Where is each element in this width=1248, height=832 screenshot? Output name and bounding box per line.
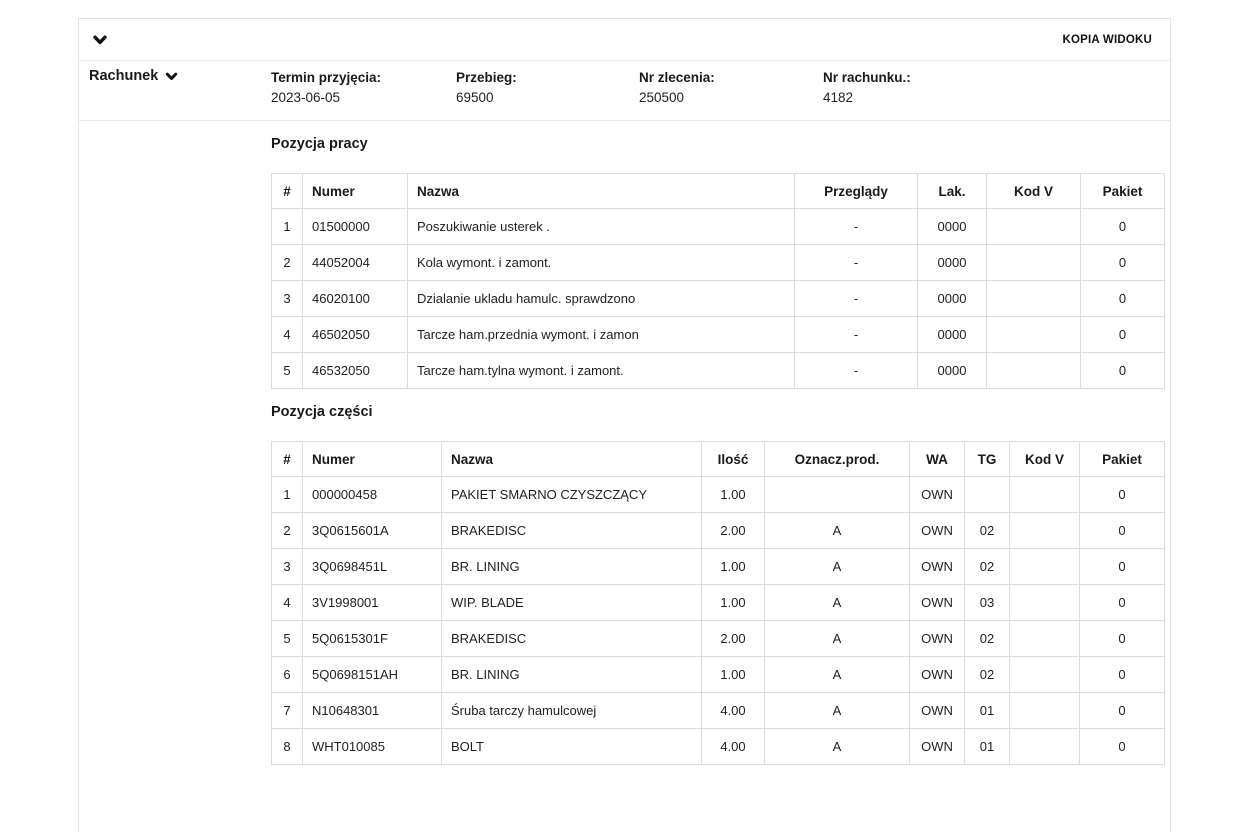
parts-items-table — [271, 441, 1165, 765]
table-header-row — [272, 442, 1165, 477]
cell: OWN — [910, 585, 965, 621]
cell: - — [795, 353, 918, 389]
column-header: Lak. — [918, 174, 987, 209]
cell: Dzialanie ukladu hamulc. sprawdzono — [408, 281, 795, 317]
field-value: 2023-06-05 — [271, 89, 341, 105]
table-header-row — [272, 174, 1165, 209]
cell — [1010, 513, 1080, 549]
cell: 3 — [272, 549, 303, 585]
cell: 46532050 — [303, 353, 408, 389]
cell: Śruba tarczy hamulcowej — [442, 693, 702, 729]
cell: OWN — [910, 693, 965, 729]
table-row — [272, 585, 1165, 621]
column-header: Nazwa — [442, 442, 702, 477]
cell: - — [795, 317, 918, 353]
cell: 0 — [1081, 209, 1165, 245]
cell: 02 — [965, 513, 1010, 549]
table-row — [272, 209, 1165, 245]
table-row — [272, 353, 1165, 389]
cell: Tarcze ham.przednia wymont. i zamon — [408, 317, 795, 353]
cell: 5 — [272, 621, 303, 657]
cell: 44052004 — [303, 245, 408, 281]
cell: Kola wymont. i zamont. — [408, 245, 795, 281]
cell: 0000 — [918, 281, 987, 317]
cell: OWN — [910, 549, 965, 585]
cell: 03 — [965, 585, 1010, 621]
field-label: Nr zlecenia: — [639, 70, 715, 85]
cell: 46502050 — [303, 317, 408, 353]
invoice-header — [79, 61, 1170, 121]
cell: 3V1998001 — [303, 585, 442, 621]
cell: 46020100 — [303, 281, 408, 317]
table-row — [272, 657, 1165, 693]
cell — [765, 477, 910, 513]
chevron-down-icon — [164, 69, 179, 84]
field-value: 250500 — [639, 89, 685, 105]
cell: 01 — [965, 729, 1010, 765]
cell: 2 — [272, 513, 303, 549]
cell: 6 — [272, 657, 303, 693]
rachunek-label: Rachunek — [89, 68, 159, 84]
collapse-button[interactable] — [91, 31, 109, 49]
cell — [987, 245, 1081, 281]
cell: 7 — [272, 693, 303, 729]
cell: A — [765, 513, 910, 549]
main-content — [271, 136, 1164, 765]
cell: 5Q0615301F — [303, 621, 442, 657]
cell: A — [765, 729, 910, 765]
column-header: Numer — [303, 442, 442, 477]
table-row — [272, 621, 1165, 657]
cell: BR. LINING — [442, 657, 702, 693]
table-row — [272, 729, 1165, 765]
cell: 0000 — [918, 209, 987, 245]
column-header: WA — [910, 442, 965, 477]
cell: 1 — [272, 477, 303, 513]
chevron-down-icon — [91, 31, 109, 49]
cell: 1.00 — [702, 477, 765, 513]
cell: 0000 — [918, 353, 987, 389]
cell: - — [795, 281, 918, 317]
column-header: Ilość — [702, 442, 765, 477]
cell: 0 — [1080, 477, 1165, 513]
cell — [987, 317, 1081, 353]
cell: - — [795, 245, 918, 281]
cell: BOLT — [442, 729, 702, 765]
work-items-table — [271, 173, 1165, 389]
parts-section-title: Pozycja części — [271, 404, 373, 420]
cell: 4 — [272, 585, 303, 621]
column-header: Pakiet — [1081, 174, 1165, 209]
cell: 4.00 — [702, 729, 765, 765]
cell: 0 — [1080, 621, 1165, 657]
cell: 0 — [1080, 729, 1165, 765]
table-row — [272, 477, 1165, 513]
cell: 0 — [1081, 245, 1165, 281]
cell: N10648301 — [303, 693, 442, 729]
work-section-title: Pozycja pracy — [271, 136, 368, 152]
rachunek-section-toggle[interactable] — [89, 68, 179, 84]
cell: 3 — [272, 281, 303, 317]
column-header: Kod V — [987, 174, 1081, 209]
cell: 0000 — [918, 245, 987, 281]
cell — [1010, 657, 1080, 693]
field-value: 4182 — [823, 89, 854, 105]
cell: 0 — [1080, 693, 1165, 729]
field-label: Nr rachunku.: — [823, 70, 911, 85]
cell — [987, 209, 1081, 245]
cell: 2.00 — [702, 621, 765, 657]
field-label: Termin przyjęcia: — [271, 70, 382, 85]
column-header: TG — [965, 442, 1010, 477]
column-header: Nazwa — [408, 174, 795, 209]
cell: 3Q0698451L — [303, 549, 442, 585]
table-row — [272, 549, 1165, 585]
cell: 1.00 — [702, 657, 765, 693]
cell: 02 — [965, 621, 1010, 657]
cell: 0 — [1080, 513, 1165, 549]
cell — [1010, 621, 1080, 657]
field-termin-przyjecia — [271, 68, 381, 108]
cell: OWN — [910, 621, 965, 657]
column-header: # — [272, 442, 303, 477]
cell: 8 — [272, 729, 303, 765]
cell: 0 — [1081, 353, 1165, 389]
table-row — [272, 513, 1165, 549]
cell: WIP. BLADE — [442, 585, 702, 621]
cell: 0 — [1081, 317, 1165, 353]
field-przebieg — [456, 68, 517, 108]
cell: 5Q0698151AH — [303, 657, 442, 693]
cell: 4 — [272, 317, 303, 353]
cell: 000000458 — [303, 477, 442, 513]
top-toolbar — [79, 19, 1170, 61]
cell: 1.00 — [702, 585, 765, 621]
cell: OWN — [910, 729, 965, 765]
column-header: Pakiet — [1080, 442, 1165, 477]
cell: A — [765, 585, 910, 621]
table-row — [272, 245, 1165, 281]
cell: OWN — [910, 477, 965, 513]
table-row — [272, 281, 1165, 317]
cell: 1 — [272, 209, 303, 245]
cell — [1010, 549, 1080, 585]
cell: BRAKEDISC — [442, 621, 702, 657]
field-label: Przebieg: — [456, 70, 517, 85]
cell: 02 — [965, 549, 1010, 585]
cell: WHT010085 — [303, 729, 442, 765]
table-row — [272, 317, 1165, 353]
cell: 4.00 — [702, 693, 765, 729]
column-header: Przeglądy — [795, 174, 918, 209]
cell: A — [765, 621, 910, 657]
cell — [1010, 693, 1080, 729]
cell: 3Q0615601A — [303, 513, 442, 549]
cell — [1010, 729, 1080, 765]
field-nr-zlecenia — [639, 68, 715, 108]
cell: A — [765, 549, 910, 585]
cell: 0 — [1080, 657, 1165, 693]
column-header: # — [272, 174, 303, 209]
cell: Tarcze ham.tylna wymont. i zamont. — [408, 353, 795, 389]
cell — [965, 477, 1010, 513]
table-row — [272, 693, 1165, 729]
cell: Poszukiwanie usterek . — [408, 209, 795, 245]
cell: 01500000 — [303, 209, 408, 245]
cell: - — [795, 209, 918, 245]
column-header: Numer — [303, 174, 408, 209]
cell: 1.00 — [702, 549, 765, 585]
cell: 0 — [1080, 549, 1165, 585]
field-nr-rachunku — [823, 68, 911, 108]
cell — [1010, 585, 1080, 621]
cell: 0 — [1081, 281, 1165, 317]
field-value: 69500 — [456, 89, 494, 105]
cell: OWN — [910, 513, 965, 549]
copy-view-badge: KOPIA WIDOKU — [1062, 33, 1152, 46]
cell: 01 — [965, 693, 1010, 729]
cell: OWN — [910, 657, 965, 693]
cell: 2 — [272, 245, 303, 281]
cell: PAKIET SMARNO CZYSZCZĄCY — [442, 477, 702, 513]
cell — [987, 281, 1081, 317]
cell: 0000 — [918, 317, 987, 353]
cell — [1010, 477, 1080, 513]
cell: A — [765, 657, 910, 693]
document-card — [78, 18, 1171, 832]
cell: BRAKEDISC — [442, 513, 702, 549]
cell: 0 — [1080, 585, 1165, 621]
cell — [987, 353, 1081, 389]
column-header: Kod V — [1010, 442, 1080, 477]
cell: 5 — [272, 353, 303, 389]
column-header: Oznacz.prod. — [765, 442, 910, 477]
cell: A — [765, 693, 910, 729]
cell: 2.00 — [702, 513, 765, 549]
cell: BR. LINING — [442, 549, 702, 585]
cell: 02 — [965, 657, 1010, 693]
